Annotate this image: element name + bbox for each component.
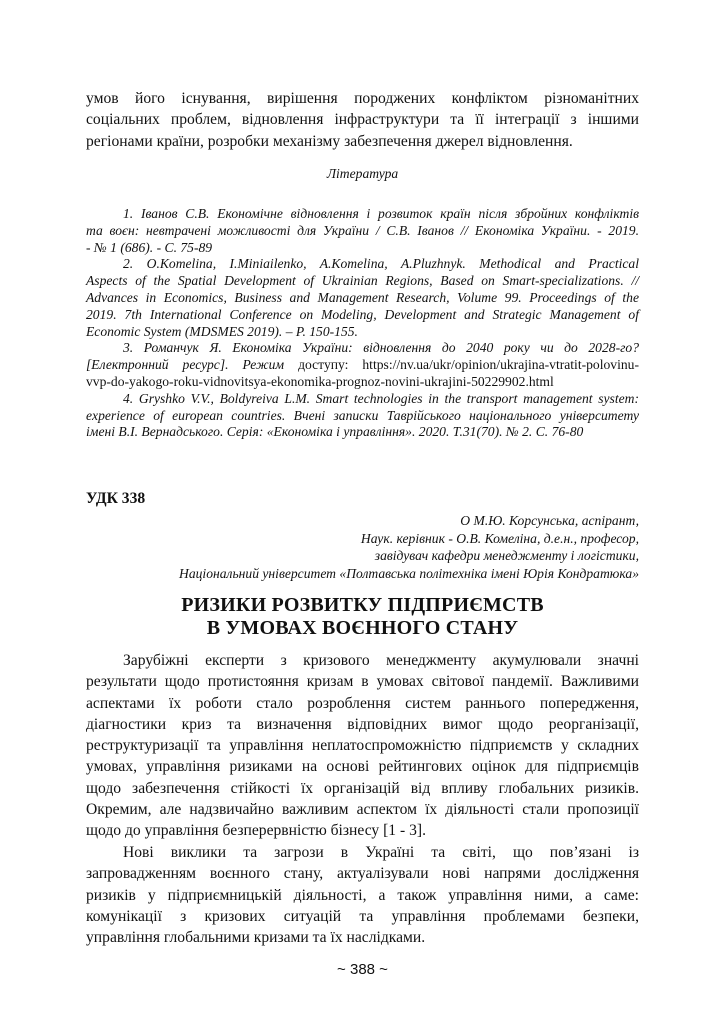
text-line: 3. Романчук Я. Економіка України: відновлення до 2040 року чи до 2028-го? bbox=[123, 340, 639, 356]
title-line: В УМОВАХ ВОЄННОГО СТАНУ bbox=[206, 617, 519, 639]
udk-code: УДК 338 bbox=[86, 490, 146, 507]
text-line: Нові виклики та загрози в Україні та світі, що пов’язані із bbox=[123, 844, 639, 861]
author-line: завідувач кафедри менеджменту і логістики, bbox=[374, 548, 639, 563]
text-line: щодо до управління безперервністю бізнесу [1 - 3]. bbox=[86, 822, 426, 840]
text-line: аспектами їх роботи стало розроблення систем раннього попередження, bbox=[86, 694, 639, 712]
reference-link[interactable]: vvp-do-yakogo-roku-vidnovitsya-ekonomika-prognoz-novini-ukrajini-50229902.html bbox=[86, 373, 554, 389]
reference-item-4 bbox=[86, 391, 639, 441]
text-line: соціальних проблем, відновлення інфраструктури та її інтеграції з іншими bbox=[86, 111, 639, 129]
text-line: 1. Іванов С.В. Економічне відновлення і розвиток країн після збройних конфліктів bbox=[123, 206, 639, 221]
text-line: - № 1 (686). - С. 75-89 bbox=[86, 239, 213, 255]
text-line: імені В.І. Вернадського. Серія: «Економіка і управління». 2020. Т.31(70). № 2. С. 76-80 bbox=[86, 424, 584, 440]
text-line: 2019. 7th International Conference on Modeling, Development and Strategic Management of bbox=[86, 306, 639, 322]
page-number: ~ 388 ~ bbox=[337, 961, 388, 978]
text-line: та воєн: невтрачені можливості для України / С.В. Іванов // Економіка України. - 2019. bbox=[86, 222, 639, 238]
text-line: комунікації з кризових ситуацій та управління проблемами безпеки, bbox=[86, 907, 639, 925]
text-line: управління глобальними кризами та їх наслідками. bbox=[86, 929, 426, 947]
author-line: Національний університет «Полтавська політехніка імені Юрія Кондратюка» bbox=[179, 565, 639, 581]
author-block bbox=[86, 512, 639, 582]
reference-item-2 bbox=[86, 256, 639, 340]
text-line: Окремим, але надзвичайно важливим аспектом їх діяльності стали пропозиції bbox=[86, 801, 639, 819]
title-line: РИЗИКИ РОЗВИТКУ ПІДПРИЄМСТВ bbox=[181, 594, 544, 616]
text-line: Зарубіжні експерти з кризового менеджменту акумулювали значні bbox=[123, 652, 639, 669]
text-line: умов його існування, вирішення породжених конфліктом різноманітних bbox=[86, 90, 639, 107]
body-paragraph-1 bbox=[86, 650, 639, 842]
text-line: результати щодо протистояння кризам в умовах світової пандемії. Важливими bbox=[86, 673, 639, 691]
body-paragraph-2 bbox=[86, 842, 639, 948]
text-line: регіонами країни, розробки механізму забезпечення джерел відновлення. bbox=[86, 132, 573, 150]
author-line: Наук. керівник - О.В. Комеліна, д.е.н., професор, bbox=[360, 530, 639, 546]
text-line: Advances in Economics, Business and Management Research, Volume 99. Proceedings of the bbox=[86, 289, 639, 305]
literature-heading: Література bbox=[326, 166, 399, 181]
text-line: Aspects of the Spatial Development of Ukrainian Regions, Based on Smart-specializations. // bbox=[86, 273, 639, 289]
text-line: ризиків у підприємницькій діяльності, а також управління ними, а саме: bbox=[86, 886, 639, 904]
author-line: О М.Ю. Корсунська, аспірант, bbox=[460, 513, 639, 528]
text-line: 2. O.Komelina, I.Miniailenko, A.Komelina, A.Pluzhnyk. Methodical and Practical bbox=[123, 256, 639, 272]
text-line: умовах, управління ризиками на основі рейтингових оцінок для підприємців bbox=[86, 758, 639, 776]
reference-item-1 bbox=[86, 206, 639, 256]
text-line: 4. Gryshko V.V., Boldyreiva L.M. Smart technologies in the transport management system: bbox=[123, 390, 639, 406]
text-line: запровадженням воєнного стану, актуалізували нові напрями дослідження bbox=[86, 865, 639, 883]
reference-list bbox=[86, 206, 639, 441]
reference-link-part[interactable]: доступу: https://nv.ua/ukr/opinion/ukrajina-vtratit-polovinu- bbox=[298, 357, 639, 373]
intro-paragraph bbox=[86, 88, 639, 152]
reference-italic-part: [Електронний ресурс]. Режим bbox=[86, 357, 299, 373]
text-line: реструктуризації та управління неплатоспроможністю підприємств у складних bbox=[86, 737, 639, 755]
text-line: щодо забезпечення стійкості їх організацій від впливу глобальних ризиків. bbox=[86, 779, 639, 797]
text-line: Economic System (MDSMES 2019). – P. 150-155. bbox=[86, 323, 358, 339]
text-line: experience of european countries. Вчені записки Таврійського національного університету bbox=[86, 407, 639, 423]
reference-item-3 bbox=[86, 340, 639, 390]
article-title bbox=[86, 594, 639, 640]
text-line: діагностики криз та визначення відповідних вимог щодо реорганізації, bbox=[86, 715, 639, 733]
text-line bbox=[86, 357, 639, 374]
